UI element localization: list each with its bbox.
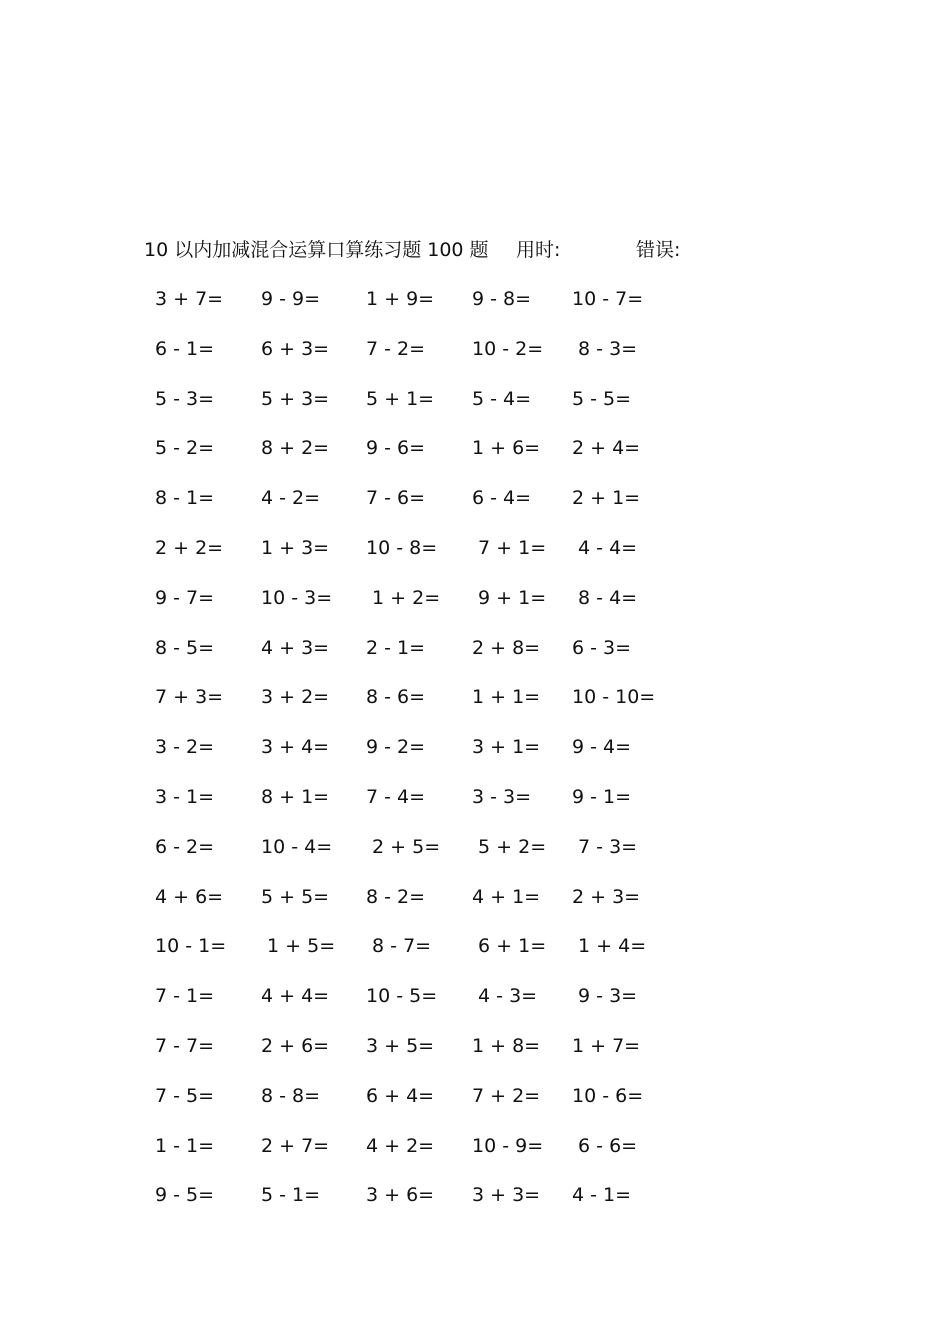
problem-cell: 10 - 8= [366,537,438,559]
problem-cell: 9 - 5= [155,1184,215,1207]
problem-cell: 3 - 3= [472,786,532,808]
problem-cell: 8 - 8= [261,1084,321,1107]
problem-cell: 5 + 2= [472,835,547,858]
problem-cell: 8 - 5= [155,636,215,659]
problem-cell: 6 + 1= [472,935,547,958]
problem-cell: 8 - 3= [572,337,638,360]
problem-cell: 1 + 2= [366,586,441,609]
problem-cell: 9 - 6= [366,437,426,460]
problem-cell: 9 - 7= [155,586,215,609]
problem-cell: 3 + 4= [261,736,330,759]
problem-row [140,880,700,914]
problem-cell: 10 - 7= [572,288,644,310]
problem-cell: 1 + 1= [472,686,541,709]
problem-cell: 8 - 7= [366,935,432,958]
problem-row [140,531,700,565]
worksheet-title: 10 以内加减混合运算口算练习题 100 题 [144,239,489,261]
problem-row [140,631,700,665]
problem-cell: 1 + 9= [366,288,435,310]
problem-cell: 6 - 1= [155,337,215,360]
problem-cell: 7 - 3= [572,835,638,858]
problem-cell: 3 + 1= [472,736,541,759]
problem-cell: 8 + 1= [261,786,330,808]
problem-cell: 7 - 5= [155,1084,215,1107]
problem-cell: 1 + 3= [261,537,330,559]
problem-cell: 10 - 6= [572,1084,644,1107]
problem-cell: 9 - 4= [572,736,632,759]
problem-cell: 4 + 6= [155,885,224,908]
problem-cell: 10 - 2= [472,337,544,360]
problem-cell: 4 + 2= [366,1134,435,1157]
errors-label: 错误: [636,239,681,261]
problem-cell: 1 + 5= [261,935,336,958]
problem-cell: 10 - 10= [572,686,656,709]
problem-cell: 3 - 2= [155,736,215,759]
problem-cell: 5 - 5= [572,387,632,410]
problem-row [140,680,700,714]
problem-row [140,1129,700,1163]
problem-row [140,730,700,764]
problem-cell: 7 + 2= [472,1084,541,1107]
problem-cell: 3 + 6= [366,1184,435,1207]
problem-cell: 6 - 6= [572,1134,638,1157]
problem-row [140,332,700,366]
problem-cell: 1 + 4= [572,935,647,958]
problem-cell: 2 + 2= [155,537,224,559]
problem-cell: 6 + 3= [261,337,330,360]
problem-cell: 1 + 7= [572,1035,641,1057]
problem-row [140,382,700,416]
problem-cell: 5 - 4= [472,387,532,410]
problem-cell: 10 - 3= [261,586,333,609]
problem-cell: 4 + 1= [472,885,541,908]
problem-cell: 4 - 2= [261,487,321,510]
problem-cell: 4 - 4= [572,537,638,559]
problem-row [140,431,700,465]
problem-cell: 6 - 2= [155,835,215,858]
problem-cell: 8 - 2= [366,885,426,908]
problem-cell: 9 - 3= [572,985,638,1008]
problem-row [140,929,700,963]
worksheet-header [144,235,764,265]
problem-cell: 3 + 7= [155,288,224,310]
problem-cell: 2 + 3= [572,885,641,908]
problem-cell: 9 - 9= [261,288,321,310]
problem-cell: 3 + 2= [261,686,330,709]
problem-cell: 1 + 8= [472,1035,541,1057]
problem-row [140,780,700,814]
problem-cell: 6 - 3= [572,636,632,659]
problem-cell: 7 - 1= [155,985,215,1008]
problem-cell: 1 - 1= [155,1134,215,1157]
problem-cell: 5 - 1= [261,1184,321,1207]
problem-cell: 2 + 7= [261,1134,330,1157]
problem-cell: 9 - 2= [366,736,426,759]
problem-cell: 8 + 2= [261,437,330,460]
problem-cell: 3 - 1= [155,786,215,808]
problem-cell: 9 + 1= [472,586,547,609]
problem-cell: 9 - 1= [572,786,632,808]
problem-cell: 8 - 4= [572,586,638,609]
problem-cell: 2 - 1= [366,636,426,659]
problem-cell: 6 + 4= [366,1084,435,1107]
problem-cell: 2 + 4= [572,437,641,460]
problem-cell: 8 - 6= [366,686,426,709]
problem-row [140,581,700,615]
problem-cell: 5 + 1= [366,387,435,410]
problem-cell: 7 + 3= [155,686,224,709]
problem-cell: 2 + 5= [366,835,441,858]
problem-row [140,1079,700,1113]
problem-row [140,481,700,515]
problem-cell: 4 + 3= [261,636,330,659]
problem-cell: 5 + 3= [261,387,330,410]
problem-row [140,830,700,864]
problem-cell: 2 + 8= [472,636,541,659]
problem-cell: 8 - 1= [155,487,215,510]
problem-cell: 5 - 2= [155,437,215,460]
problem-cell: 4 + 4= [261,985,330,1008]
problem-cell: 7 + 1= [472,537,547,559]
problem-row [140,979,700,1013]
problem-cell: 3 + 3= [472,1184,541,1207]
problem-cell: 5 - 3= [155,387,215,410]
problem-cell: 3 + 5= [366,1035,435,1057]
problem-grid [140,282,700,1242]
problem-cell: 5 + 5= [261,885,330,908]
problem-cell: 10 - 1= [155,935,227,958]
problem-cell: 2 + 1= [572,487,641,510]
problem-row [140,1178,700,1212]
problem-cell: 4 - 3= [472,985,538,1008]
problem-cell: 7 - 6= [366,487,426,510]
problem-row [140,1029,700,1063]
problem-cell: 1 + 6= [472,437,541,460]
problem-cell: 2 + 6= [261,1035,330,1057]
time-label: 用时: [516,239,561,261]
problem-cell: 10 - 4= [261,835,333,858]
problem-cell: 10 - 9= [472,1134,544,1157]
problem-row [140,282,700,316]
problem-cell: 9 - 8= [472,288,532,310]
problem-cell: 4 - 1= [572,1184,632,1207]
problem-cell: 7 - 4= [366,786,426,808]
problem-cell: 10 - 5= [366,985,438,1008]
problem-cell: 6 - 4= [472,487,532,510]
problem-cell: 7 - 7= [155,1035,215,1057]
problem-cell: 7 - 2= [366,337,426,360]
